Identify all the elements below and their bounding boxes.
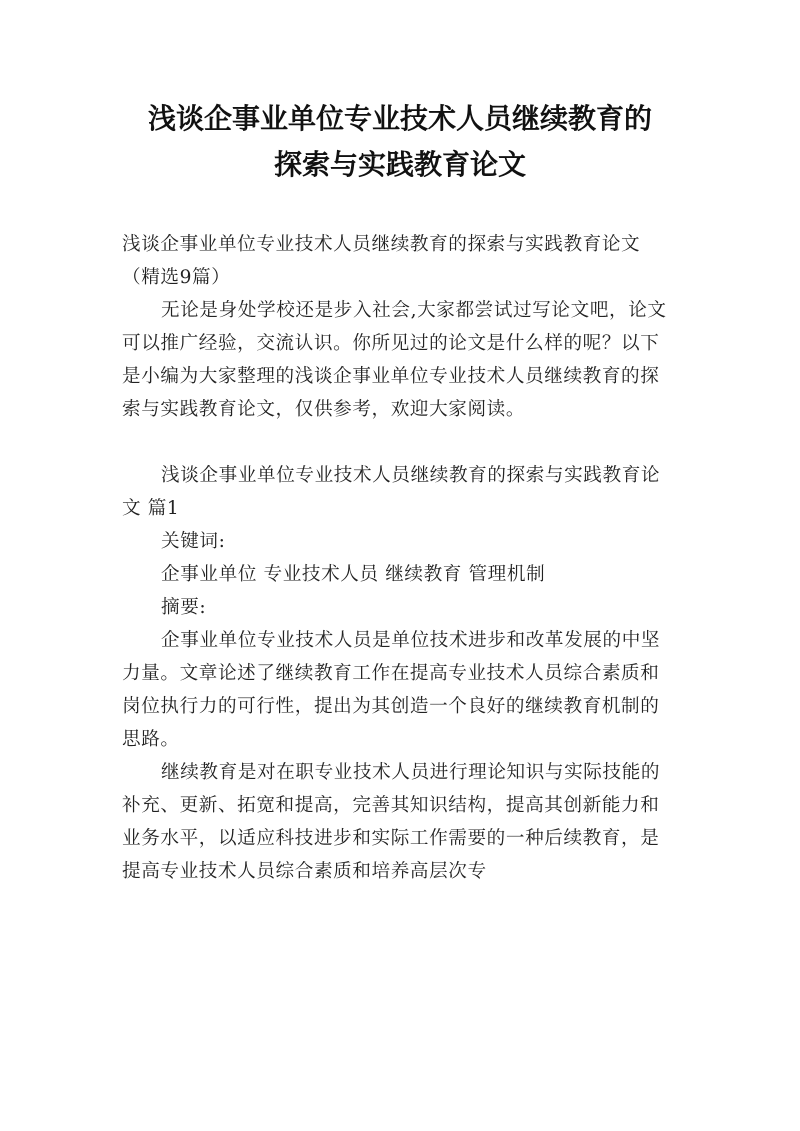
abstract-label: 摘要:	[161, 597, 207, 618]
title-line-1: 浅谈企事业单位专业技术人员继续教育的	[147, 102, 652, 135]
keywords-label: 关键词:	[161, 531, 226, 552]
keywords-text: 企事业单位 专业技术人员 继续教育 管理机制	[161, 564, 546, 585]
intro-title: 浅谈企事业单位专业技术人员继续教育的探索与实践教育论文（精选9篇）	[122, 234, 641, 288]
abstract-paragraph: 企事业单位专业技术人员是单位技术进步和改革发展的中坚力量。文章论述了继续教育工作在提高专业技术人员综合素质和岗位执行力的可行性，提出为其创造一个良好的继续教育机制的思路。	[122, 630, 661, 750]
document-body	[122, 228, 678, 888]
article-heading: 浅谈企事业单位专业技术人员继续教育的探索与实践教育论文 篇1	[122, 465, 661, 519]
intro-paragraph: 无论是身处学校还是步入社会,大家都尝试过写论文吧，论文可以推广经验，交流认识。你所见过的论文是什么样的呢？以下是小编为大家整理的浅谈企事业单位专业技术人员继续教育的探索与实践教育论文，仅供参考，欢迎大家阅读。	[122, 300, 667, 420]
document-title	[60, 96, 740, 188]
title-line-2: 探索与实践教育论文	[273, 148, 526, 181]
body-paragraph: 继续教育是对在职专业技术人员进行理论知识与实际技能的补充、更新、拓宽和提高，完善其知识结构，提高其创新能力和业务水平，以适应科技进步和实际工作需要的一种后续教育，是提高专业技术人员综合素质和培养高层次专	[122, 762, 661, 882]
